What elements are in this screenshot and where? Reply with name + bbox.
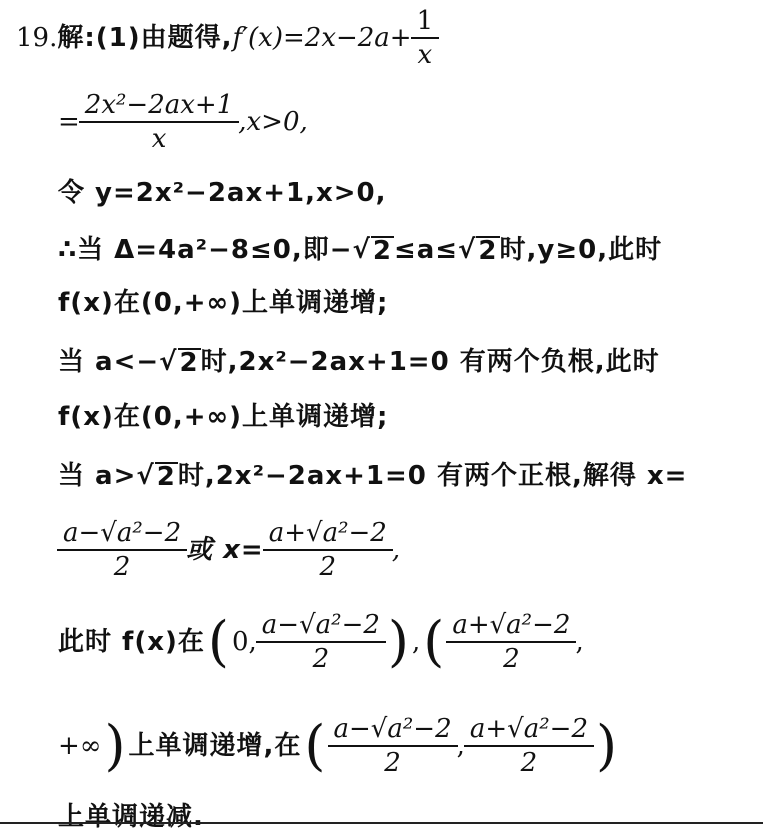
decreasing-statement: 上单调递减. — [58, 802, 204, 832]
trailing-comma: , — [575, 627, 584, 657]
discriminant-condition-a: ∴当 Δ=4a²−8≤0,即−√ — [58, 235, 371, 265]
interval-start: 0, — [231, 627, 257, 657]
derivative-expression: f′(x)=2x−2a+ — [232, 23, 412, 53]
fraction-denominator: x — [411, 37, 440, 68]
solution-line-5 — [58, 290, 388, 316]
sqrt-radicand: 2 — [179, 348, 199, 378]
fraction-denominator: 2 — [263, 549, 393, 580]
monotonic-increasing-statement: f(x)在(0,+∞)上单调递增; — [58, 288, 389, 318]
bottom-rule — [0, 822, 763, 824]
root-plus-fraction — [266, 520, 390, 580]
domain-condition: ,x>0, — [238, 107, 308, 137]
solution-line-4 — [58, 236, 662, 264]
fraction-numerator: a+√a²−2 — [268, 518, 387, 548]
case-negative-a: 当 a<−√ — [58, 347, 178, 377]
or-connector: 或 x= — [186, 535, 264, 565]
right-paren: ) — [595, 714, 618, 777]
discriminant-condition-c: 时,y≥0,此时 — [499, 235, 663, 265]
sqrt-radicand: 2 — [478, 236, 498, 266]
solution-line-2 — [58, 92, 308, 152]
root-plus-fraction — [449, 612, 573, 672]
fraction-numerator: a−√a²−2 — [63, 518, 182, 548]
infinity-end: +∞ — [58, 731, 102, 761]
fraction-denominator: 2 — [328, 745, 458, 776]
interval-separator: , — [456, 731, 465, 761]
case-positive-b: 时,2x²−2ax+1=0 有两个正根,解得 x= — [177, 461, 688, 491]
root-minus-fraction — [331, 716, 455, 776]
root-plus-fraction — [467, 716, 591, 776]
interval-separator: , — [411, 627, 421, 657]
fraction-denominator: x — [79, 121, 239, 152]
discriminant-condition-b: ≤a≤√ — [393, 235, 477, 265]
solution-line-3 — [58, 180, 387, 206]
solution-line-11 — [58, 716, 620, 776]
fraction-numerator: a−√a²−2 — [261, 610, 380, 640]
fraction-denominator: 2 — [446, 641, 576, 672]
right-paren: ) — [387, 610, 409, 673]
solution-line-10 — [58, 612, 584, 672]
root-minus-fraction — [259, 612, 383, 672]
fraction-denominator: 2 — [256, 641, 386, 672]
case-negative-b: 时,2x²−2ax+1=0 有两个负根,此时 — [200, 347, 660, 377]
interval-intro: 此时 f(x)在 — [58, 627, 205, 657]
solution-line-8 — [58, 462, 687, 490]
trailing-comma: , — [391, 535, 401, 565]
fraction-numerator: 1 — [416, 6, 434, 36]
equals-sign: = — [58, 107, 80, 137]
increasing-then-interval: 上单调递增,在 — [128, 731, 302, 761]
left-paren: ( — [304, 714, 326, 777]
solution-line-6 — [58, 348, 660, 376]
case-positive-a: 当 a>√ — [58, 461, 155, 491]
solution-line-1 — [16, 8, 438, 68]
fraction-denominator: 2 — [57, 549, 187, 580]
let-y-definition: 令 y=2x²−2ax+1,x>0, — [58, 178, 387, 208]
root-minus-fraction — [60, 520, 184, 580]
sqrt-radicand: 2 — [156, 462, 176, 492]
solution-line-12 — [58, 804, 204, 830]
right-paren: ) — [104, 714, 126, 777]
fraction-denominator: 2 — [464, 745, 594, 776]
fraction-quadratic-over-x — [82, 92, 236, 152]
fraction-numerator: a+√a²−2 — [452, 610, 571, 640]
part-intro: :(1)由题得, — [84, 23, 233, 53]
left-paren: ( — [207, 610, 229, 673]
solution-line-9 — [58, 520, 400, 580]
fraction-one-over-x — [414, 8, 437, 68]
left-paren: ( — [423, 610, 445, 673]
monotonic-increasing-statement: f(x)在(0,+∞)上单调递增; — [58, 402, 389, 432]
fraction-numerator: 2x²−2ax+1 — [84, 90, 234, 120]
sqrt-radicand: 2 — [372, 236, 392, 266]
fraction-numerator: a+√a²−2 — [469, 714, 588, 744]
solution-line-7 — [58, 404, 388, 430]
solution-label: 解 — [57, 23, 85, 53]
fraction-numerator: a−√a²−2 — [333, 714, 452, 744]
problem-number: 19. — [16, 23, 58, 53]
